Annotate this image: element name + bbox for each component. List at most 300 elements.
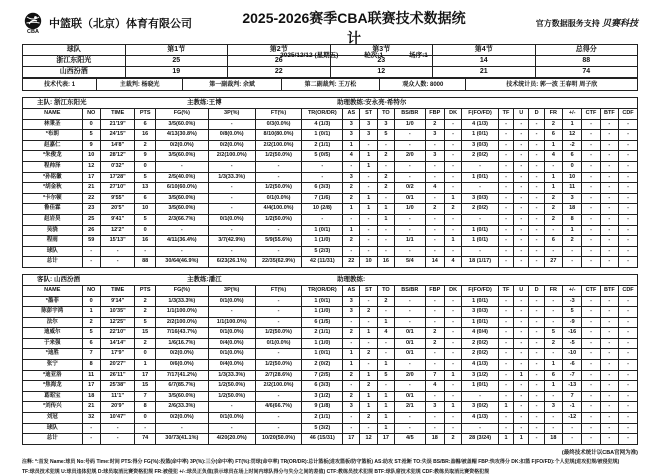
stat-value: - — [619, 172, 637, 183]
stat-value: - — [444, 130, 461, 141]
player-row — [23, 119, 637, 130]
stat-value: - — [255, 246, 302, 257]
stat-value: 1 — [360, 328, 377, 339]
player-name: *焦海龙 — [23, 381, 82, 392]
stat-value: - — [563, 434, 582, 444]
stat-value: 2/2(100.0%) — [155, 317, 208, 328]
stat-value: 21 — [82, 183, 100, 194]
stat-value: 2/2(100.0%) — [255, 381, 302, 392]
player-name: *迪亚洛 — [23, 370, 82, 381]
player-name: 吴骁 — [23, 225, 82, 236]
stat-value: - — [360, 296, 377, 307]
stat-value: 1 (0/1) — [462, 317, 499, 328]
stat-value: 4 — [425, 381, 444, 392]
stat-value: - — [529, 370, 544, 381]
stat-value: - — [343, 423, 360, 434]
stat-value: 3 — [425, 402, 444, 413]
stat-value: 9 — [82, 140, 100, 151]
stat-value: 2 — [82, 317, 100, 328]
stat-value: - — [462, 246, 499, 257]
stat-value: - — [395, 381, 426, 392]
stat-column-header: DK — [444, 286, 461, 296]
company-name: 中篮联（北京）体育有限公司 — [49, 18, 192, 30]
stat-value: - — [82, 257, 100, 267]
player-row — [23, 381, 637, 392]
stat-value: 3 — [425, 151, 444, 162]
stat-value: 1 — [377, 413, 394, 424]
stat-value: 1 — [498, 402, 513, 413]
stat-value: 1 — [360, 402, 377, 413]
stat-value: - — [82, 246, 100, 257]
stat-value: - — [600, 296, 618, 307]
stat-value: 3 (0/2) — [462, 402, 499, 413]
stat-value: - — [360, 338, 377, 349]
player-name: 刘冠 — [23, 413, 82, 424]
stat-value: - — [619, 183, 637, 194]
stat-value: 5 — [544, 328, 562, 339]
stat-column-header: TIME — [100, 286, 135, 296]
stat-value: - — [377, 161, 394, 172]
stat-value: - — [444, 423, 461, 434]
stat-value: 0/1 — [395, 349, 426, 360]
stat-value: 1/2(50.0%) — [255, 328, 302, 339]
stat-column-header: DK — [444, 109, 461, 119]
player-row — [23, 349, 637, 360]
stat-value: - — [155, 161, 208, 172]
stat-value: 3 — [563, 193, 582, 204]
team-row — [23, 423, 637, 434]
stat-value: 1/3(33.3%) — [155, 296, 208, 307]
stat-value: - — [529, 317, 544, 328]
stat-value: 5 — [563, 307, 582, 318]
stat-value: 9 (1/8) — [302, 402, 343, 413]
stat-value: - — [514, 130, 529, 141]
stat-column-header: TO — [377, 109, 394, 119]
player-name: 程雨 — [23, 236, 82, 247]
stat-value: 0 — [82, 296, 100, 307]
stat-value: - — [255, 296, 302, 307]
stat-column-header: +/- — [563, 109, 582, 119]
stat-value: 4 (1/3) — [462, 360, 499, 371]
stat-value: 1 (0/1) — [462, 130, 499, 141]
stat-value: 0/8(0.0%) — [208, 130, 255, 141]
stat-value: - — [529, 307, 544, 318]
stat-value: - — [619, 225, 637, 236]
stat-value: 30/64(46.9%) — [155, 257, 208, 267]
stat-value: 23 — [82, 204, 100, 215]
player-row — [23, 151, 637, 162]
officials-row — [23, 79, 638, 91]
stat-value: - — [208, 119, 255, 130]
stat-value: - — [529, 381, 544, 392]
stat-value: - — [600, 328, 618, 339]
stat-value: 1 — [544, 140, 562, 151]
stat-value: - — [100, 257, 135, 267]
stat-value: 0/6(0.0%) — [155, 360, 208, 371]
stat-column-header: FG(%) — [155, 109, 208, 119]
stat-value: 2 — [360, 349, 377, 360]
stat-value: - — [425, 236, 444, 247]
stat-column-header: PTS — [135, 109, 155, 119]
stat-value: - — [563, 423, 582, 434]
stat-value: 0/1(0.0%) — [208, 214, 255, 225]
home-assistant-label: 助理教练:安永亮-希特尔 — [337, 99, 407, 106]
team-name: 山西汾酒 — [23, 67, 126, 78]
stat-value: - — [208, 307, 255, 318]
stat-value: 26 — [82, 225, 100, 236]
stat-value: 1 — [377, 391, 394, 402]
stat-value: 2 — [135, 296, 155, 307]
stat-value: - — [544, 246, 562, 257]
stat-value: 20'5" — [100, 204, 135, 215]
stat-value: - — [255, 391, 302, 402]
stat-value: - — [600, 236, 618, 247]
stat-value: 2 — [343, 370, 360, 381]
stat-value: 17 — [343, 434, 360, 444]
stat-value: - — [135, 246, 155, 257]
stat-value: - — [444, 214, 461, 225]
stat-value: 1 — [377, 402, 394, 413]
stat-value: - — [619, 257, 637, 267]
stat-value: - — [582, 236, 600, 247]
stat-value: - — [544, 349, 562, 360]
player-name: *孙铭徽 — [23, 172, 82, 183]
stat-value: 9 — [135, 151, 155, 162]
stat-value: 1 — [343, 349, 360, 360]
stat-value: - — [498, 236, 513, 247]
stat-value: 2 (0/2) — [302, 360, 343, 371]
stat-column-header: ST — [360, 109, 377, 119]
stat-column-header: FR — [544, 286, 562, 296]
stat-value: 2 — [135, 307, 155, 318]
stat-value: 4/11(36.4%) — [155, 236, 208, 247]
stat-value: 1 — [377, 204, 394, 215]
stat-value: 1 — [498, 434, 513, 444]
stat-value: 0 — [135, 161, 155, 172]
stat-value: - — [619, 296, 637, 307]
stat-column-header: 3P(%) — [208, 109, 255, 119]
stat-value: 1 (1/0) — [302, 236, 343, 247]
stat-value: 3 (1/2) — [302, 391, 343, 402]
stat-value: - — [498, 423, 513, 434]
stat-value: - — [619, 246, 637, 257]
stat-value: - — [514, 317, 529, 328]
legend-line-2: TF:球员技术犯规 U:球员违体犯规 D:球员取消比赛资格犯规 FR:被侵犯 +/-:球员正负值(表示球员在场上时间内球队得分与失分之间的差值) CTF:教练员技术犯规 BTF:球队席技术犯规 CDF:教练员取消比赛资格犯规 — [22, 468, 490, 475]
player-row — [23, 307, 637, 318]
stat-value: 2 — [343, 193, 360, 204]
stat-value: - — [255, 423, 302, 434]
stat-value: 0/1 — [395, 391, 426, 402]
quarter-score: 19 — [125, 67, 228, 78]
stat-value: - — [377, 140, 394, 151]
home-boxscore — [22, 97, 638, 268]
stat-value: - — [377, 349, 394, 360]
stat-value: - — [619, 413, 637, 424]
player-name: *胡金秋 — [23, 183, 82, 194]
stat-value: -10 — [563, 349, 582, 360]
stat-value: - — [377, 307, 394, 318]
stat-value: 12 — [82, 161, 100, 172]
stat-value: 7/16(43.7%) — [155, 328, 208, 339]
stat-value: 0/1(0.0%) — [255, 338, 302, 349]
stat-value: 2 — [360, 381, 377, 392]
stat-column-header: NAME — [23, 286, 82, 296]
stat-value: 2 — [425, 204, 444, 215]
stat-value: 2 (0/2) — [462, 349, 499, 360]
official-item: 主裁判: 杨晓光 — [97, 79, 183, 91]
stat-value: - — [444, 381, 461, 392]
stat-value: - — [425, 317, 444, 328]
stat-value: - — [444, 317, 461, 328]
stat-value: 1 — [563, 119, 582, 130]
stat-value: - — [582, 161, 600, 172]
stat-value: - — [377, 246, 394, 257]
player-row — [23, 225, 637, 236]
stat-value: - — [600, 413, 618, 424]
stat-value: 2/2(100.0%) — [255, 140, 302, 151]
stat-value: 6/7(85.7%) — [155, 381, 208, 392]
stat-value: 2/3(66.7%) — [155, 214, 208, 225]
stat-value: 2 (0/2) — [462, 204, 499, 215]
stat-value: 2 — [135, 140, 155, 151]
stat-value: 1 — [343, 140, 360, 151]
stat-value: - — [582, 349, 600, 360]
stat-value: 1/2(50.0%) — [255, 360, 302, 371]
player-name: 总计 — [23, 434, 82, 444]
stat-value: 2 (0/2) — [462, 151, 499, 162]
stat-value: - — [498, 140, 513, 151]
away-caption — [23, 275, 637, 286]
stat-value: - — [100, 423, 135, 434]
stat-value: 1 (1/0) — [302, 307, 343, 318]
stat-value: 0 — [135, 225, 155, 236]
stat-value: 2 — [444, 434, 461, 444]
stat-value: - — [619, 204, 637, 215]
stat-value: - — [582, 391, 600, 402]
stat-value: - — [582, 423, 600, 434]
stat-value: - — [514, 413, 529, 424]
stat-value: - — [425, 140, 444, 151]
stat-value: 8/10(80.0%) — [255, 130, 302, 141]
player-row — [23, 338, 637, 349]
stat-value: 15 — [135, 381, 155, 392]
stat-column-header: D — [529, 109, 544, 119]
stat-value: - — [600, 360, 618, 371]
stat-value: 5 — [82, 130, 100, 141]
stat-value: - — [619, 140, 637, 151]
away-assistant-label: 助理教练: — [337, 275, 366, 283]
player-row — [23, 172, 637, 183]
stat-value: - — [208, 193, 255, 204]
stat-value: 7 — [82, 349, 100, 360]
stat-column-header: FBP — [425, 286, 444, 296]
stat-value: - — [395, 296, 426, 307]
stat-value: - — [444, 307, 461, 318]
official-item: 观众人数: 8000 — [380, 79, 466, 91]
stat-value: - — [514, 307, 529, 318]
stat-value: - — [462, 423, 499, 434]
quarter-column-header: 第2节 — [228, 45, 331, 56]
stat-value: - — [544, 413, 562, 424]
stat-value: 10'35" — [100, 307, 135, 318]
stat-value: 0 — [563, 161, 582, 172]
stat-value: 4/5 — [395, 434, 426, 444]
stat-value: - — [302, 214, 343, 225]
stat-value: - — [498, 413, 513, 424]
stat-column-header: BTF — [600, 286, 618, 296]
player-name: *刘传兴 — [23, 402, 82, 413]
stat-value: 0/1(0.0%) — [208, 413, 255, 424]
stat-value: 10 — [82, 151, 100, 162]
stat-value: 2 — [544, 204, 562, 215]
stat-value: 7 — [425, 370, 444, 381]
stat-value: - — [208, 402, 255, 413]
stat-value: - — [395, 423, 426, 434]
stat-value: 1 — [444, 193, 461, 204]
official-item: 第一副裁判: 余斌 — [183, 79, 281, 91]
stat-value: - — [529, 214, 544, 225]
stat-value: - — [208, 225, 255, 236]
stat-value: 3 — [343, 172, 360, 183]
stat-value: - — [444, 140, 461, 151]
stat-value: - — [255, 172, 302, 183]
official-item: 技术代表: 1 — [23, 79, 97, 91]
stat-value: - — [514, 183, 529, 194]
stat-value: 2/7(28.6%) — [255, 370, 302, 381]
stat-value: - — [582, 413, 600, 424]
stat-value: 3 — [343, 119, 360, 130]
stat-value: 14'8" — [100, 140, 135, 151]
stat-value: - — [444, 349, 461, 360]
stat-value: - — [208, 246, 255, 257]
stat-value: 10/20(50.0%) — [255, 434, 302, 444]
stat-value: - — [425, 246, 444, 257]
stat-value: - — [529, 328, 544, 339]
stat-value: 2 — [343, 391, 360, 402]
stat-value: 18 (1/17) — [462, 257, 499, 267]
stat-value: - — [444, 328, 461, 339]
stat-value: - — [514, 381, 529, 392]
stat-value: - — [444, 161, 461, 172]
stat-value: 17 — [82, 172, 100, 183]
stat-value: 3/5(60.0%) — [155, 119, 208, 130]
stat-value: 14'14" — [100, 338, 135, 349]
stat-value: 3 — [425, 130, 444, 141]
stat-value: - — [395, 317, 426, 328]
stat-value: 3 — [343, 307, 360, 318]
stat-value: - — [444, 338, 461, 349]
stat-value: 14 — [425, 257, 444, 267]
stat-column-header: D — [529, 286, 544, 296]
player-row — [23, 296, 637, 307]
stat-value: -9 — [563, 317, 582, 328]
stat-value: - — [529, 236, 544, 247]
stat-value: - — [529, 172, 544, 183]
stat-value: - — [529, 413, 544, 424]
stat-value: 2 (1/1) — [302, 140, 343, 151]
stat-value: 2 — [343, 236, 360, 247]
stat-value: - — [582, 434, 600, 444]
player-row — [23, 402, 637, 413]
stat-value: 3/5(60.0%) — [155, 151, 208, 162]
stat-value: 16 — [135, 236, 155, 247]
stat-value: 9'41" — [100, 214, 135, 225]
stat-value: 8 — [563, 214, 582, 225]
stat-value: - — [514, 193, 529, 204]
stat-value: 1 — [360, 370, 377, 381]
quarter-score: 12 — [330, 67, 433, 78]
stat-value: 1 (0/1) — [462, 225, 499, 236]
quarter-score: 88 — [535, 56, 638, 67]
stat-value: 2 — [135, 338, 155, 349]
stat-value: 18 — [82, 391, 100, 402]
stat-value: - — [255, 413, 302, 424]
stat-value: - — [600, 204, 618, 215]
stat-column-header: TF — [498, 286, 513, 296]
stat-value: 2 — [544, 193, 562, 204]
stat-column-header: 3P(%) — [208, 286, 255, 296]
stat-value: - — [582, 296, 600, 307]
totals-row — [23, 434, 637, 444]
stat-value: 4 (1/3) — [462, 119, 499, 130]
stat-value: 7 — [135, 391, 155, 402]
stat-value: - — [360, 140, 377, 151]
stat-value: - — [514, 225, 529, 236]
stat-value: 4 — [425, 183, 444, 194]
stat-value: 17 — [135, 370, 155, 381]
stat-value: - — [498, 328, 513, 339]
stat-value: 0/1(0.0%) — [208, 349, 255, 360]
stat-value: 1/6(16.7%) — [155, 338, 208, 349]
stat-value: 17'9" — [100, 349, 135, 360]
stat-value: 88 — [135, 257, 155, 267]
stat-value: - — [529, 391, 544, 402]
stat-value: - — [582, 140, 600, 151]
stat-value: - — [498, 307, 513, 318]
stat-value: 1/2(50.0%) — [208, 381, 255, 392]
stat-value: - — [498, 161, 513, 172]
home-stats-table — [23, 109, 637, 267]
stat-value: - — [529, 423, 544, 434]
stat-value: - — [514, 402, 529, 413]
stat-value: 2 — [425, 328, 444, 339]
stat-value: 4 — [444, 257, 461, 267]
stat-value: - — [619, 423, 637, 434]
player-name: 葛昭宝 — [23, 391, 82, 402]
stat-value: - — [619, 214, 637, 225]
stat-value: - — [343, 413, 360, 424]
stat-value: 1 (1/0) — [302, 338, 343, 349]
stat-value: 5 (2/3) — [302, 246, 343, 257]
stat-value: - — [600, 391, 618, 402]
stat-value: - — [619, 328, 637, 339]
stat-value: 3 — [377, 119, 394, 130]
quarter-column-header: 第1节 — [125, 45, 228, 56]
stat-value: - — [619, 360, 637, 371]
stat-value: - — [498, 257, 513, 267]
stat-value: - — [498, 193, 513, 204]
stat-value: - — [444, 151, 461, 162]
stat-value: 1/2(50.0%) — [255, 183, 302, 194]
stat-value: -6 — [563, 360, 582, 371]
stat-value: 3 (0/3) — [462, 307, 499, 318]
stat-value: 1/3(33.3%) — [208, 172, 255, 183]
stat-value: 1 — [377, 317, 394, 328]
stat-value: - — [582, 193, 600, 204]
stat-value: 0/1 — [395, 338, 426, 349]
stat-value: 6 — [82, 338, 100, 349]
stat-value: 2 — [377, 172, 394, 183]
